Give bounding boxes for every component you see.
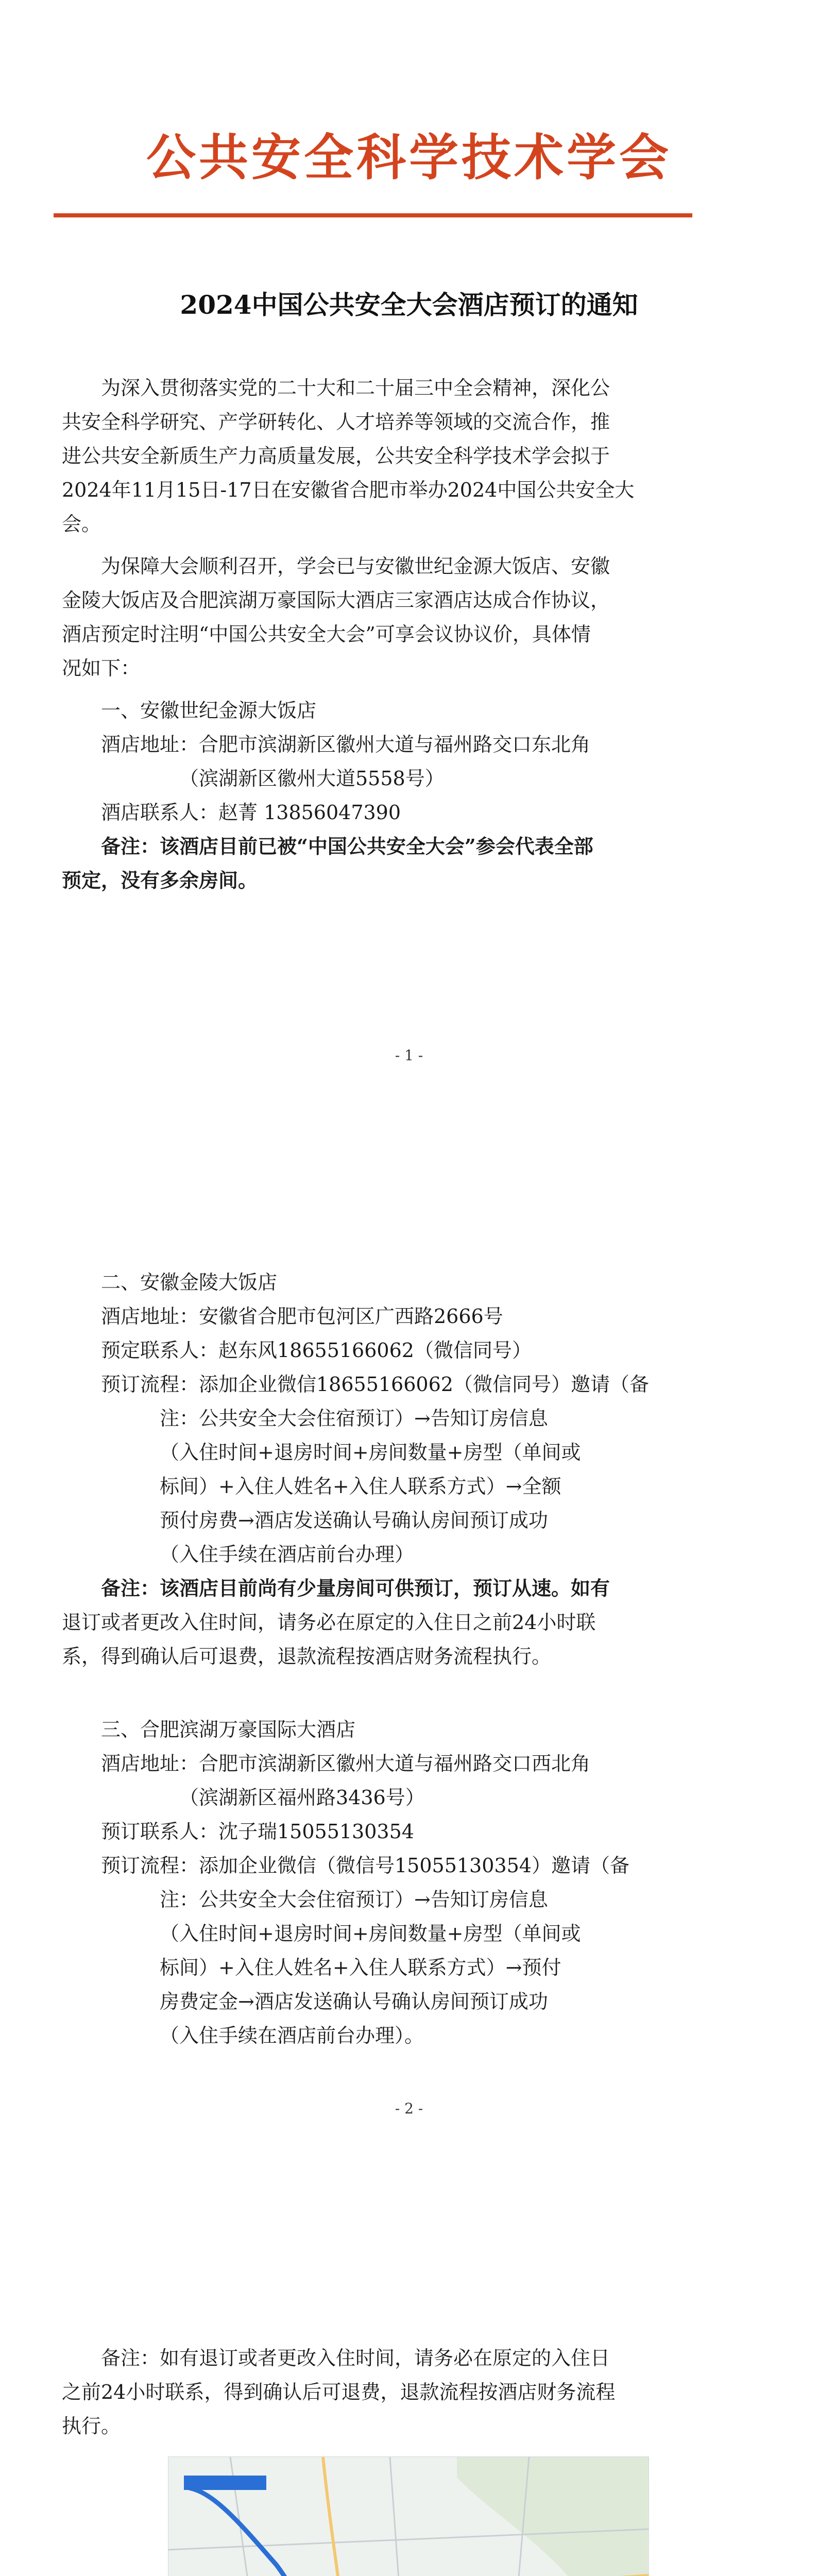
intro-line: 进公共安全新质生产力高质量发展，公共安全科学技术学会拟于 <box>62 445 610 467</box>
cooperation-paragraph <box>62 549 690 685</box>
hotel-2-note: 系，得到确认后可退费，退款流程按酒店财务流程执行。 <box>62 1645 552 1668</box>
intro-line: 为深入贯彻落实党的二十大和二十届三中全会精神，深化公 <box>101 377 610 399</box>
hotel-1-section <box>62 693 690 897</box>
refund-note-line: 执行。 <box>62 2415 121 2437</box>
intro-line: 共安全科学研究、产学研转化、人才培养等领域的交流合作，推 <box>62 411 610 433</box>
hotel-1-note: 备注：该酒店目前已被“中国公共安全大会”参会代表全部 <box>101 835 593 858</box>
hotel-2-process: 预付房费→酒店发送确认号确认房间预订成功 <box>160 1509 548 1532</box>
hotel-2-section <box>62 1265 690 1673</box>
map-image <box>168 2457 649 2576</box>
hotel-3-section <box>62 1713 690 2053</box>
org-header-title: 公共安全科学技术学会 <box>146 129 672 187</box>
page-2 <box>0 1156 818 2312</box>
hotel-location-map <box>168 2456 649 2576</box>
hotel-3-process: （入住手续在酒店前台办理）。 <box>160 2024 424 2047</box>
refund-note-line: 之前24小时联系，得到确认后可退费，退款流程按酒店财务流程 <box>62 2381 616 2403</box>
hotel-1-heading: 一、安徽世纪金源大饭店 <box>101 699 317 722</box>
hotel-3-process: （入住时间+退房时间+房间数量+房型（单间或 <box>160 1922 581 1945</box>
hotel-3-contact: 预订联系人：沈子瑞15055130354 <box>101 1820 414 1843</box>
para-line: 为保障大会顺利召开，学会已与安徽世纪金源大饭店、安徽 <box>101 555 610 578</box>
hotel-2-heading: 二、安徽金陵大饭店 <box>101 1271 278 1294</box>
hotel-2-address: 酒店地址：安徽省合肥市包河区广西路2666号 <box>101 1305 503 1328</box>
intro-paragraph <box>62 371 690 541</box>
hotel-1-address: 酒店地址：合肥市滨湖新区徽州大道与福州路交口东北角 <box>101 733 591 756</box>
refund-note <box>62 2341 690 2443</box>
refund-note-line: 备注：如有退订或者更改入住时间，请务必在原定的入住日 <box>101 2347 610 2369</box>
hotel-2-process: 标间）+入住人姓名+入住人联系方式）→全额 <box>160 1475 561 1498</box>
page-number-1: - 1 - <box>395 1047 423 1064</box>
page-number-2: - 2 - <box>395 2100 423 2117</box>
hotel-2-contact: 预定联系人：赵东风18655166062（微信同号） <box>101 1339 532 1362</box>
header-rule <box>54 213 692 217</box>
para-line: 况如下： <box>62 657 141 680</box>
hotel-1-address-detail: （滨湖新区徽州大道5558号） <box>179 767 445 790</box>
hotel-2-process: 预订流程：添加企业微信18655166062（微信同号）邀请（备 <box>101 1373 649 1396</box>
hotel-3-process: 预订流程：添加企业微信（微信号15055130354）邀请（备 <box>101 1854 629 1877</box>
hotel-3-process: 标间）+入住人姓名+入住人联系方式）→预付 <box>160 1956 561 1979</box>
hotel-2-note-text: 备注：该酒店目前尚有少量房间可供预订，预订从速。如有 <box>101 1577 610 1600</box>
intro-line: 2024年11月15日-17日在安徽省合肥市举办2024中国公共安全大 <box>62 479 635 501</box>
hotel-2-process: （入住手续在酒店前台办理） <box>160 1543 415 1566</box>
hotel-2-note <box>62 1571 690 1605</box>
document-title: 2024中国公共安全大会酒店预订的通知 <box>180 290 638 320</box>
para-line: 金陵大饭店及合肥滨湖万豪国际大酒店三家酒店达成合作协议， <box>62 589 610 612</box>
hotel-3-address: 酒店地址：合肥市滨湖新区徽州大道与福州路交口西北角 <box>101 1752 591 1775</box>
hotel-2-note: 退订或者更改入住时间，请务必在原定的入住日之前24小时联 <box>62 1611 596 1634</box>
para-line: 酒店预定时注明“中国公共安全大会”可享会议协议价，具体情 <box>62 623 591 646</box>
hotel-2-process: 注：公共安全大会住宿预订）→告知订房信息 <box>160 1407 548 1430</box>
hotel-3-process: 房费定金→酒店发送确认号确认房间预订成功 <box>160 1990 548 2013</box>
intro-line: 会。 <box>62 513 101 535</box>
page-1 <box>0 0 818 1156</box>
hotel-1-contact: 酒店联系人：赵菁 13856047390 <box>101 801 401 824</box>
hotel-3-address-detail: （滨湖新区福州路3436号） <box>179 1786 425 1809</box>
hotel-3-process: 注：公共安全大会住宿预订）→告知订房信息 <box>160 1888 548 1911</box>
hotel-2-process: （入住时间+退房时间+房间数量+房型（单间或 <box>160 1441 581 1464</box>
hotel-1-note: 预定，没有多余房间。 <box>62 869 258 892</box>
hotel-3-heading: 三、合肥滨湖万豪国际大酒店 <box>101 1718 356 1741</box>
label-box <box>184 2476 266 2490</box>
